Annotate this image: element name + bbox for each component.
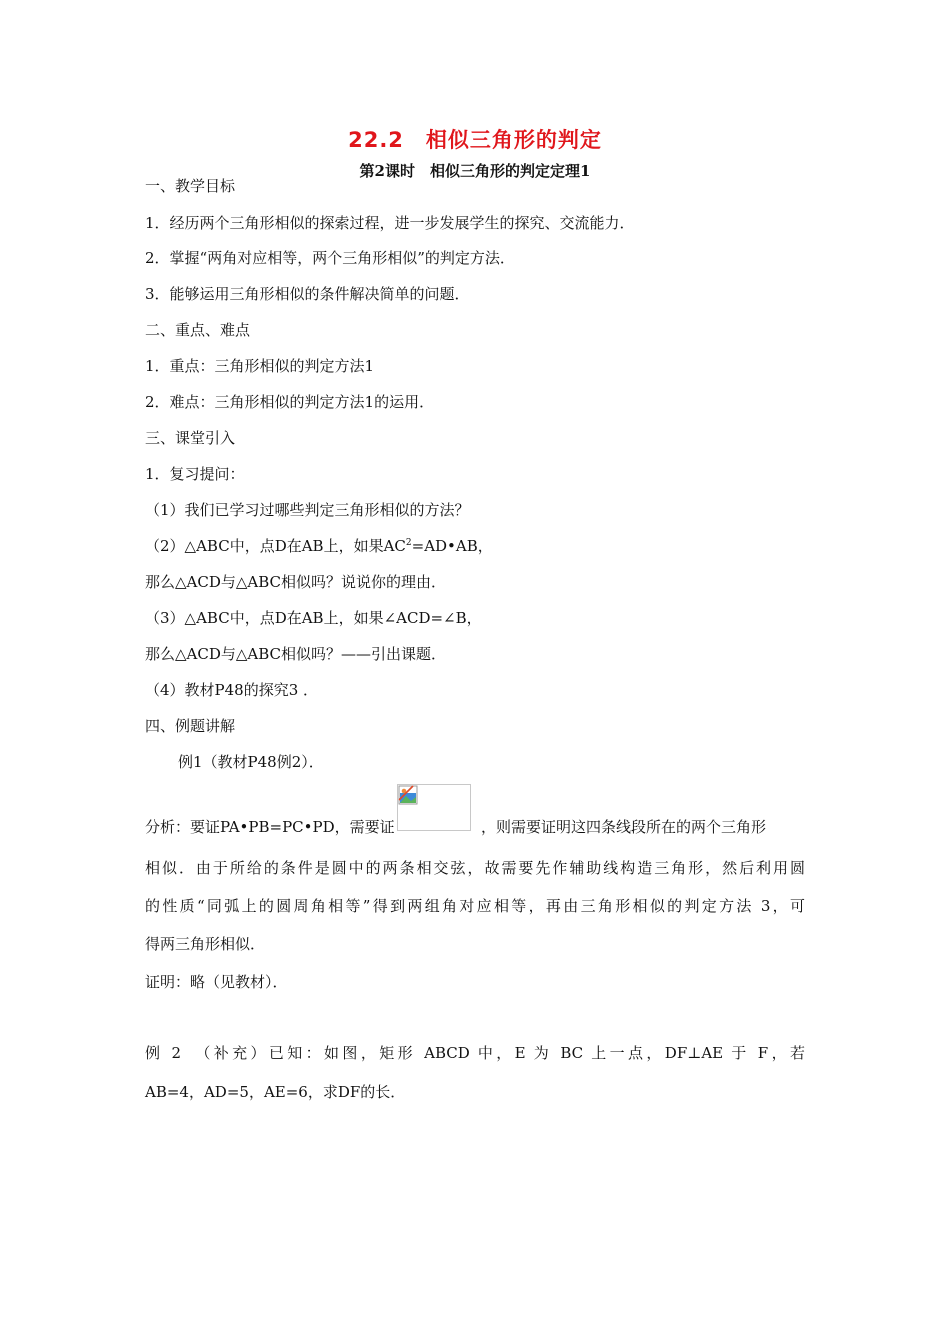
section-heading-key-points: 二、重点、难点 <box>145 321 251 339</box>
question-1: （1）我们已学习过哪些判定三角形相似的方法？ <box>145 501 470 519</box>
key-point-2: 2．难点：三角形相似的判定方法1的运用． <box>145 393 435 411</box>
image-icon <box>398 785 418 805</box>
intro-review: 1．复习提问： <box>145 465 245 483</box>
question-2-followup: 那么△ACD与△ABC相似吗？说说你的理由． <box>145 573 447 591</box>
question-2-superscript: 2 <box>405 538 412 548</box>
analysis-line-3: 的性质“同弧上的圆周角相等”得到两组角对应相等，再由三角形相似的判定方法 3，可 <box>145 897 805 915</box>
question-2 <box>145 536 493 556</box>
page-title: 22.2 相似三角形的判定 <box>348 128 602 152</box>
section-heading-examples: 四、例题讲解 <box>145 717 236 735</box>
section-heading-intro: 三、课堂引入 <box>145 429 236 447</box>
goal-item-3: 3．能够运用三角形相似的条件解决简单的问题． <box>145 285 470 303</box>
question-4: （4）教材P48的探究3 ． <box>145 681 319 699</box>
page-subtitle: 第2课时 相似三角形的判定定理1 <box>359 162 591 180</box>
key-point-1: 1．重点：三角形相似的判定方法1 <box>145 357 375 375</box>
analysis-line-1a: 分析：要证PA•PB=PC•PD，需要证 <box>145 818 395 836</box>
section-heading-goals: 一、教学目标 <box>145 177 236 195</box>
proof-line: 证明：略（见教材）． <box>145 973 288 991</box>
goal-item-2: 2．掌握“两角对应相等，两个三角形相似”的判定方法． <box>145 249 515 267</box>
question-2-text-b: =AD•AB， <box>411 537 493 555</box>
goal-item-1: 1．经历两个三角形相似的探索过程，进一步发展学生的探究、交流能力． <box>145 214 635 232</box>
example-2-line-1: 例 2 （补充）已知：如图，矩形 ABCD 中，E 为 BC 上一点，DF⊥AE 于 F，若 <box>145 1044 805 1062</box>
broken-image-placeholder <box>397 784 471 831</box>
question-3: （3）△ABC中，点D在AB上，如果∠ACD=∠B， <box>145 609 482 627</box>
example-1: 例1（教材P48例2）． <box>178 753 324 771</box>
question-3-followup: 那么△ACD与△ABC相似吗？——引出课题． <box>145 645 447 663</box>
analysis-line-1b: ，则需要证明这四条线段所在的两个三角形 <box>481 818 767 836</box>
example-2-line-2: AB=4，AD=5，AE=6，求DF的长． <box>145 1083 406 1101</box>
question-2-text-a: （2）△ABC中，点D在AB上，如果AC <box>145 537 406 555</box>
analysis-line-4: 得两三角形相似． <box>145 935 266 953</box>
analysis-line-2: 相似．由于所给的条件是圆中的两条相交弦，故需要先作辅助线构造三角形，然后利用圆 <box>145 859 805 877</box>
